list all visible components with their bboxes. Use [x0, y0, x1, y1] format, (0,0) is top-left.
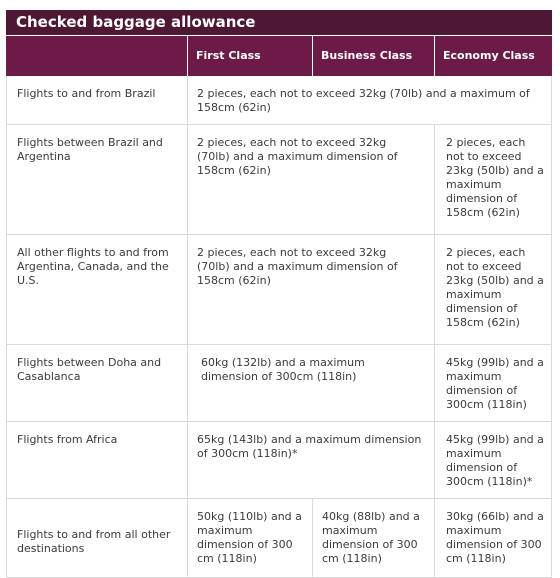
first-class-cell: 50kg (110lb) and a maximum dimension of 300 cm (118in) [197, 510, 302, 565]
economy-cell: 2 pieces, each not to exceed 23kg (50lb) and a maximum dimension of 158cm (62in) [446, 136, 544, 219]
table-row [6, 422, 552, 499]
table-row [6, 125, 552, 235]
header-route [6, 36, 187, 76]
column-divider [187, 422, 188, 498]
table-row [6, 76, 552, 125]
economy-cell: 45kg (99lb) and a maximum dimension of 300cm (118in)* [446, 433, 544, 488]
economy-cell: 30kg (66lb) and a maximum dimension of 300 cm (118in) [446, 510, 544, 565]
column-divider [434, 235, 435, 344]
column-divider [187, 499, 188, 577]
first-business-cell: 2 pieces, each not to exceed 32kg (70lb) and a maximum of 158cm (62in) [197, 87, 530, 114]
route-cell: All other flights to and from Argentina, Canada, and the U.S. [17, 246, 169, 287]
route-cell: Flights between Brazil and Argentina [17, 136, 163, 163]
header-first-class: First Class [187, 36, 312, 76]
route-cell: Flights between Doha and Casablanca [17, 356, 162, 383]
table-header [6, 36, 552, 76]
route-cell: Flights to and from all other destinations [17, 528, 171, 555]
table-title: Checked baggage allowance [6, 10, 552, 35]
column-divider [434, 422, 435, 498]
column-divider [187, 345, 188, 421]
column-divider [312, 499, 313, 577]
economy-cell: 45kg (99lb) and a maximum dimension of 300cm (118in) [446, 356, 544, 411]
column-divider [434, 499, 435, 577]
table-row [6, 235, 552, 345]
first-business-cell: 2 pieces, each not to exceed 32kg (70lb) and a maximum dimension of 158cm (62in) [197, 136, 398, 177]
economy-cell: 2 pieces, each not to exceed 23kg (50lb) and a maximum dimension of 158cm (62in) [446, 246, 544, 329]
table-row [6, 345, 552, 422]
column-divider [187, 125, 188, 234]
column-divider [187, 235, 188, 344]
column-divider [434, 125, 435, 234]
column-divider [187, 76, 188, 124]
route-cell: Flights to and from Brazil [17, 87, 156, 100]
route-cell: Flights from Africa [17, 433, 118, 446]
table-row [6, 499, 552, 578]
first-business-cell: 2 pieces, each not to exceed 32kg (70lb) and a maximum dimension of 158cm (62in) [197, 246, 398, 287]
header-economy-class: Economy Class [434, 36, 552, 76]
first-business-cell: 65kg (143lb) and a maximum dimension of 300cm (118in)* [197, 433, 422, 460]
header-business-class: Business Class [312, 36, 434, 76]
business-class-cell: 40kg (88lb) and a maximum dimension of 300 cm (118in) [322, 510, 420, 565]
column-divider [434, 345, 435, 421]
first-business-cell: 60kg (132lb) and a maximum dimension of 300cm (118in) [201, 356, 365, 383]
